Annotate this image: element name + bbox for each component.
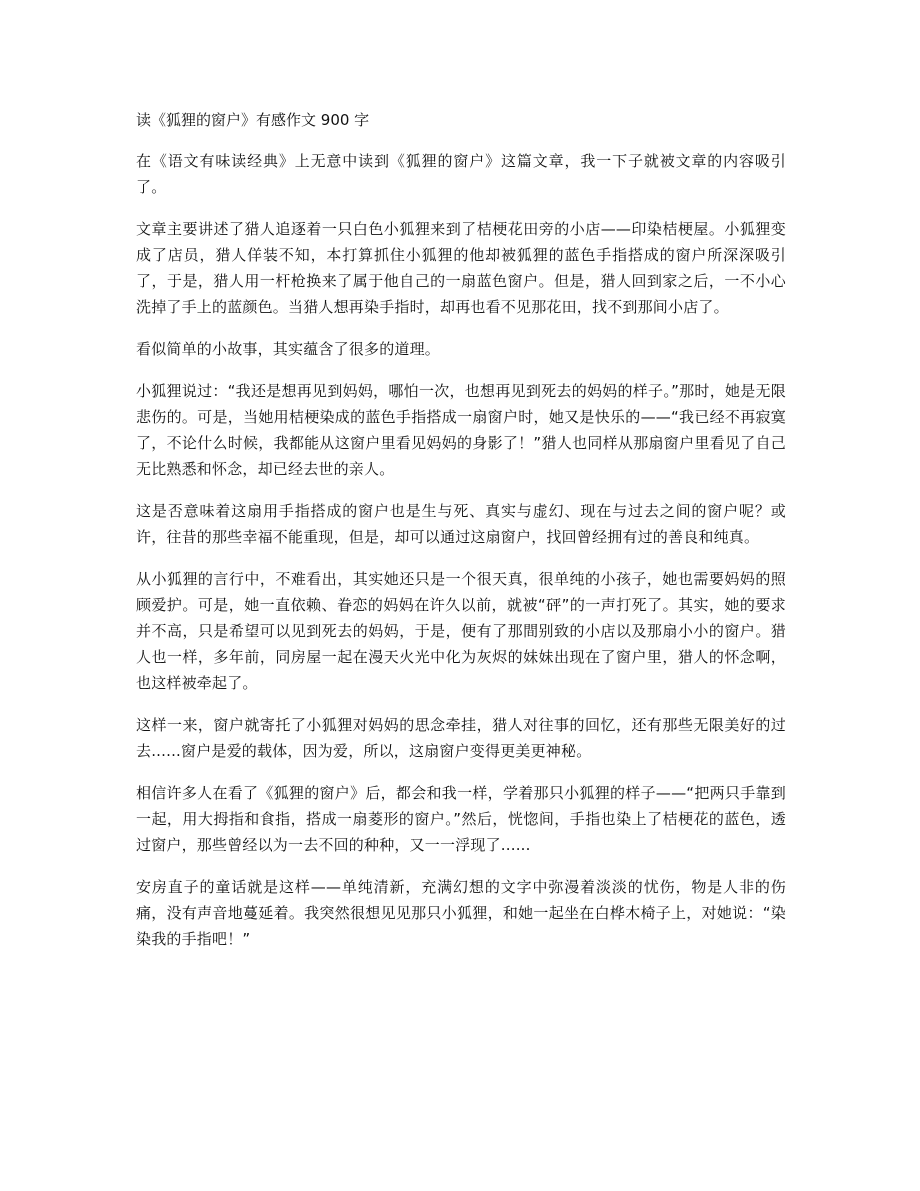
paragraph: 小狐狸说过：“我还是想再见到妈妈，哪怕一次，也想再见到死去的妈妈的样子。”那时，她是无限悲伤的。可是，当她用桔梗染成的蓝色手指搭成一扇窗户时，她又是快乐的——“我已经不再寂寞了，不论什么时候，我都能从这窗户里看见妈妈的身影了！”猎人也同样从那扇窗户里看见了自己无比熟悉和怀念，却已经去世的亲人。 xyxy=(136,382,786,478)
paragraph: 在《语文有味读经典》上无意中读到《狐狸的窗户》这篇文章，我一下子就被文章的内容吸引了。 xyxy=(136,152,786,196)
paragraph: 从小狐狸的言行中，不难看出，其实她还只是一个很天真，很单纯的小孩子，她也需要妈妈的照顾爱护。可是，她一直依赖、眷恋的妈妈在许久以前，就被“砰”的一声打死了。其实，她的要求并不高，只是希望可以见到死去的妈妈，于是，便有了那間别致的小店以及那扇小小的窗户。猎人也一样，多年前，同房屋一起在漫天火光中化为灰烬的妹妹出现在了窗户里，猎人的怀念啊，也这样被牵起了。 xyxy=(136,570,786,692)
paragraph: 这是否意味着这扇用手指搭成的窗户也是生与死、真实与虚幻、现在与过去之间的窗户呢？或许，往昔的那些幸福不能重现，但是，却可以通过这扇窗户，找回曾经拥有过的善良和纯真。 xyxy=(136,502,786,546)
paragraph: 这样一来，窗户就寄托了小狐狸对妈妈的思念牵挂，猎人对往事的回忆，还有那些无限美好的过去......窗户是爱的载体，因为爱，所以，这扇窗户变得更美更神秘。 xyxy=(136,716,786,760)
paragraph: 看似简单的小故事，其实蕴含了很多的道理。 xyxy=(136,340,441,358)
paragraph: 文章主要讲述了猎人追逐着一只白色小狐狸来到了桔梗花田旁的小店——印染桔梗屋。小狐狸变成了店员，猎人佯装不知，本打算抓住小狐狸的他却被狐狸的蓝色手指搭成的窗户所深深吸引了，于是，猎人用一杆枪换来了属于他自己的一扇蓝色窗户。但是，猎人回到家之后，一不小心洗掉了手上的蓝颜色。当猎人想再染手指时，却再也看不见那花田，找不到那间小店了。 xyxy=(136,220,786,316)
paragraph: 安房直子的童话就是这样——单纯清新，充满幻想的文字中弥漫着淡淡的忧伤，物是人非的伤痛，没有声音地蔓延着。我突然很想见见那只小狐狸，和她一起坐在白桦木椅子上，对她说：“染染我的手指吧！” xyxy=(136,878,786,948)
document-page xyxy=(136,108,786,968)
document-title: 读《狐狸的窗户》有感作文 900 字 xyxy=(136,111,370,129)
paragraph: 相信许多人在看了《狐狸的窗户》后，都会和我一样，学着那只小狐狸的样子——“把两只手靠到一起，用大拇指和食指，搭成一扇菱形的窗户。”然后，恍惚间，手指也染上了桔梗花的蓝色，透过窗户，那些曾经以为一去不回的种种，又一一浮现了...... xyxy=(136,784,786,854)
